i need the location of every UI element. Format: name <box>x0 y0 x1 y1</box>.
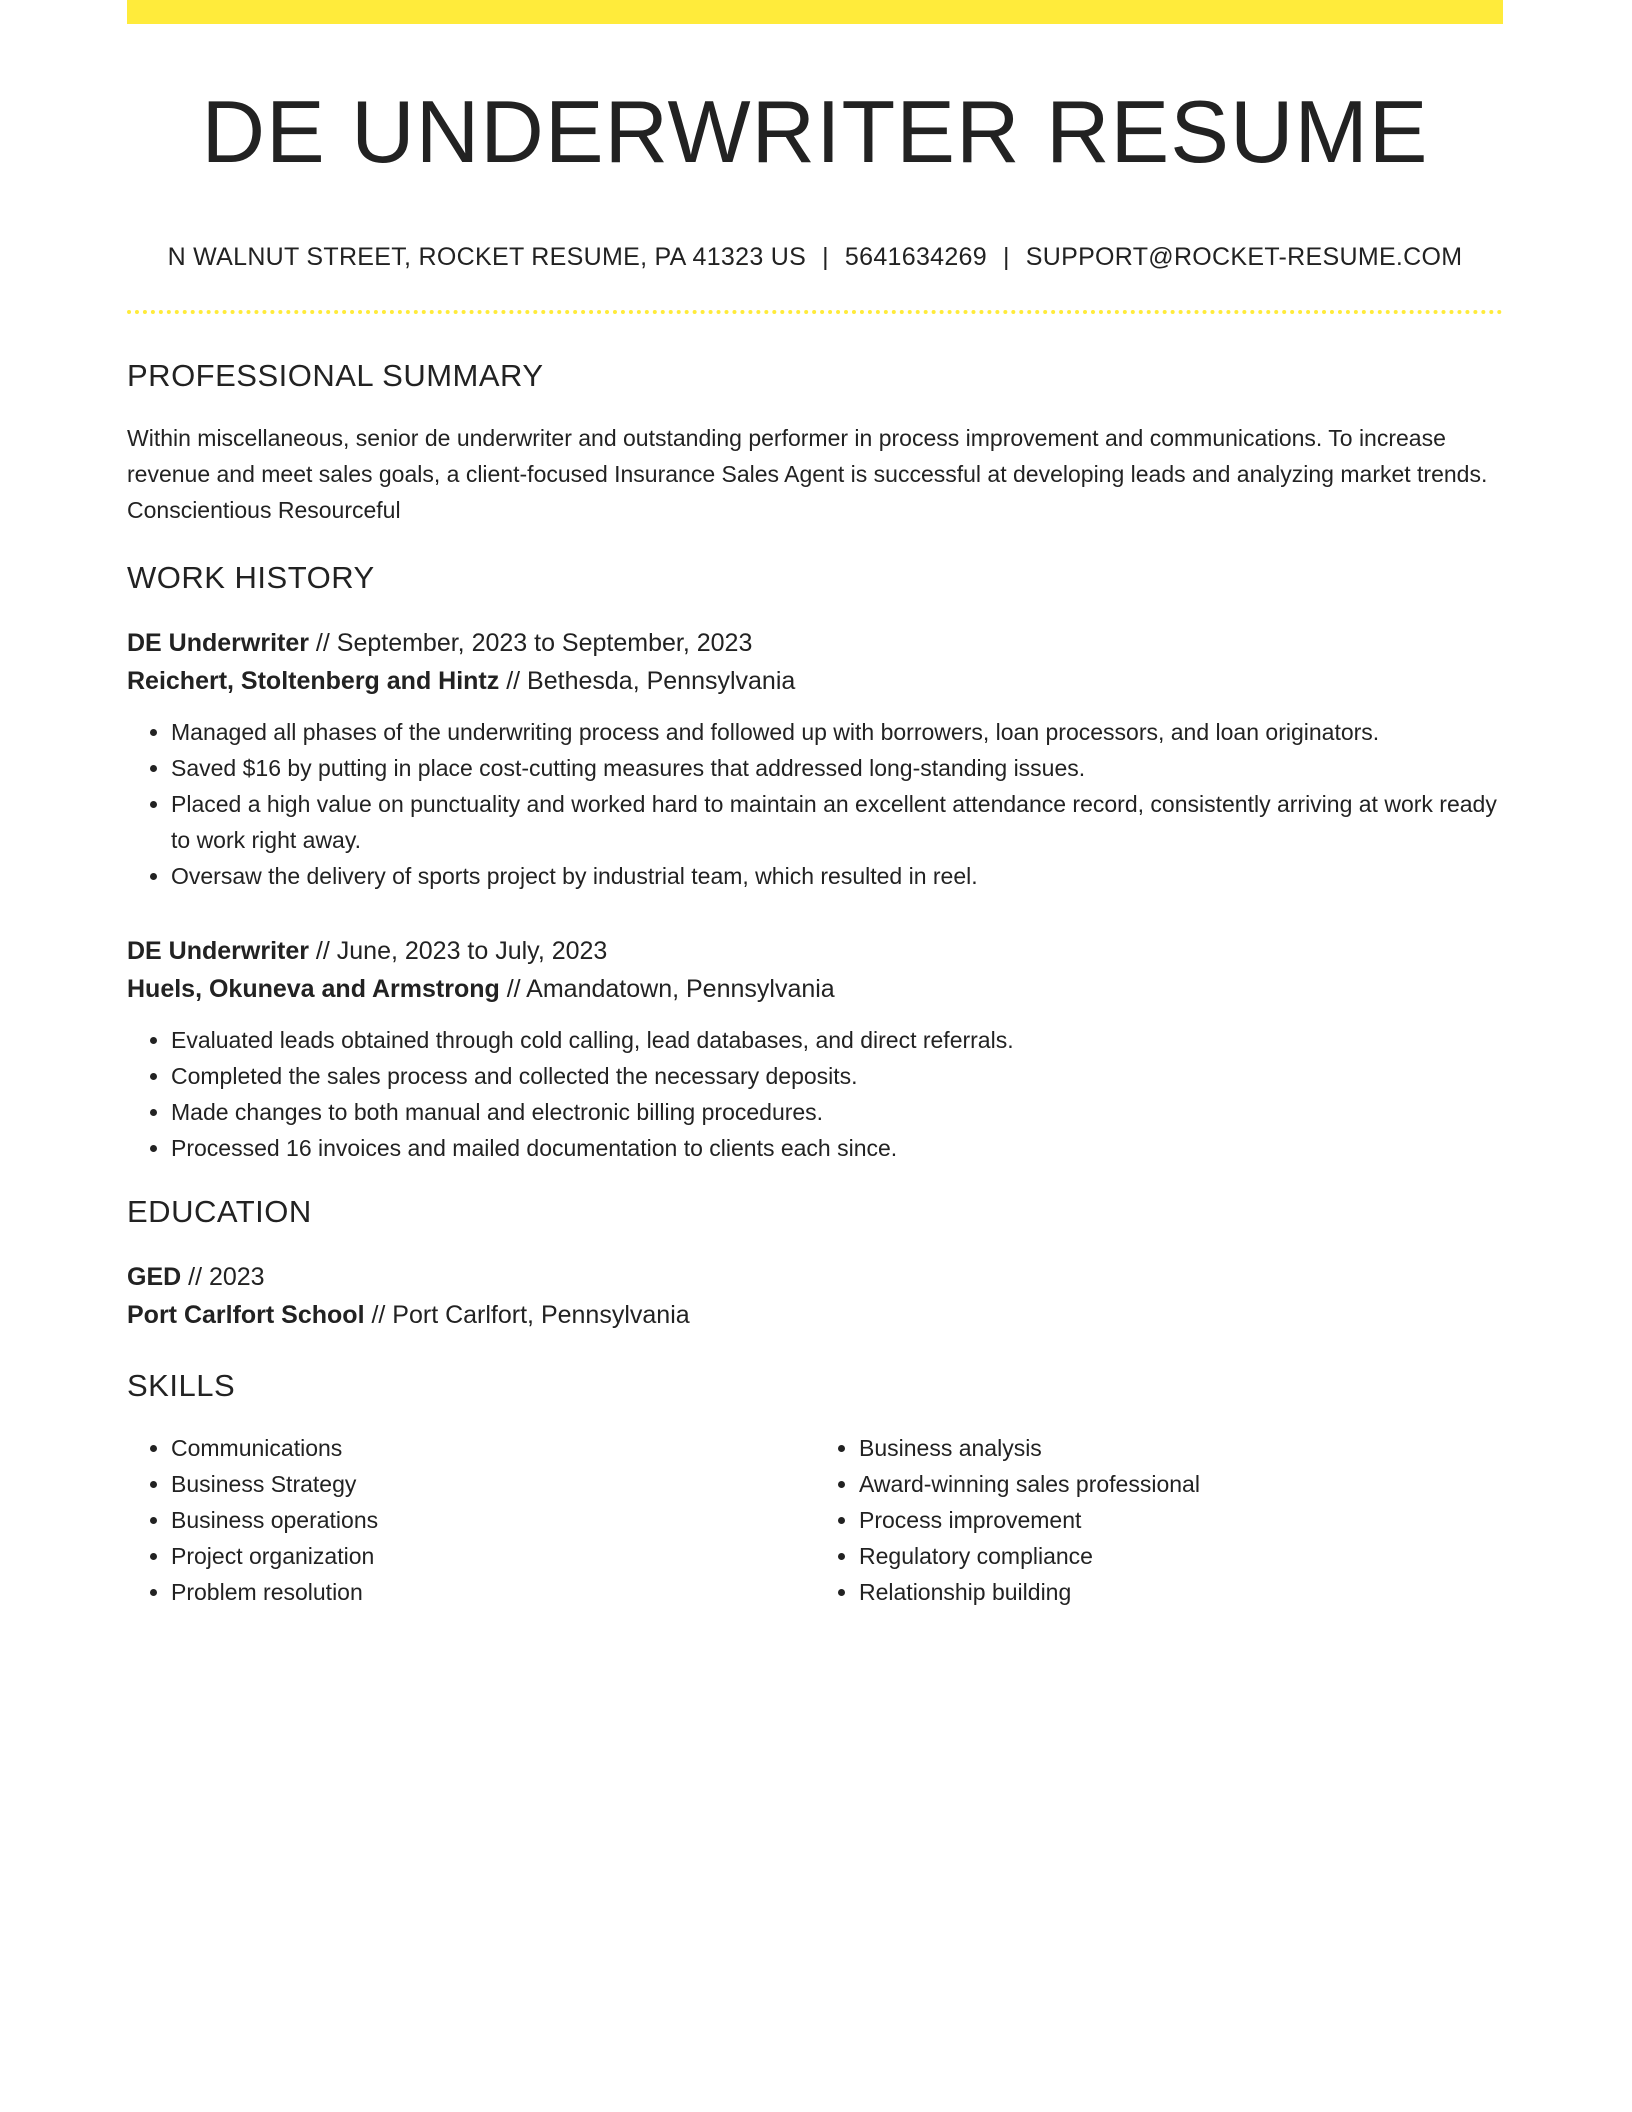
resume-title: DE UNDERWRITER RESUME <box>201 82 1429 181</box>
job-bullets <box>127 1022 1503 1166</box>
education-location: // Port Carlfort, Pennsylvania <box>364 1300 690 1329</box>
list-item: • Oversaw the delivery of sports project by industrial team, which resulted in reel. <box>171 858 1503 894</box>
job-dates: // September, 2023 to September, 2023 <box>308 628 753 657</box>
job-company-line <box>127 970 1503 1008</box>
section-title-summary: PROFESSIONAL SUMMARY <box>127 357 544 393</box>
skills-list-left <box>127 1430 815 1610</box>
job-title-line <box>127 932 1503 970</box>
contact-line <box>127 243 1503 272</box>
contact-separator: | <box>1002 242 1010 271</box>
skills-list-right <box>815 1430 1503 1610</box>
skill-item: • Business Strategy <box>171 1466 815 1502</box>
job-entry <box>127 932 1503 1166</box>
list-item: • Processed 16 invoices and mailed documentation to clients each since. <box>171 1130 1503 1166</box>
education-school: Port Carlfort School <box>127 1300 365 1329</box>
job-title-line <box>127 624 1503 662</box>
job-entry <box>127 624 1503 894</box>
contact-separator: | <box>822 242 829 271</box>
skills-grid <box>127 1430 1503 1610</box>
dotted-divider <box>127 310 1503 314</box>
skill-item: • Business analysis <box>859 1430 1503 1466</box>
job-location: // Bethesda, Pennsylvania <box>499 666 796 695</box>
contact-address: N WALNUT STREET, ROCKET RESUME, PA 41323 US <box>167 242 807 271</box>
job-dates: // June, 2023 to July, 2023 <box>308 936 608 965</box>
education-degree: GED <box>127 1262 182 1291</box>
contact-email: SUPPORT@ROCKET-RESUME.COM <box>1025 242 1463 271</box>
job-location: // Amandatown, Pennsylvania <box>499 974 835 1003</box>
skill-item: • Project organization <box>171 1538 815 1574</box>
skill-item: • Process improvement <box>859 1502 1503 1538</box>
skill-item: • Award-winning sales professional <box>859 1466 1503 1502</box>
education-entry <box>127 1258 1503 1334</box>
job-bullets <box>127 714 1503 894</box>
skill-item: • Regulatory compliance <box>859 1538 1503 1574</box>
job-company-line <box>127 662 1503 700</box>
job-company: Reichert, Stoltenberg and Hintz <box>127 666 500 695</box>
list-item: • Saved $16 by putting in place cost-cutting measures that addressed long-standing issues. <box>171 750 1503 786</box>
list-item: • Managed all phases of the underwriting process and followed up with borrowers, loan processors, and loan originators. <box>171 714 1503 750</box>
section-title-skills: SKILLS <box>127 1367 236 1403</box>
job-company: Huels, Okuneva and Armstrong <box>127 974 500 1003</box>
education-year: // 2023 <box>181 1262 265 1291</box>
skill-item: • Problem resolution <box>171 1574 815 1610</box>
list-item: • Completed the sales process and collected the necessary deposits. <box>171 1058 1503 1094</box>
skill-item: • Relationship building <box>859 1574 1503 1610</box>
section-title-education: EDUCATION <box>127 1193 312 1229</box>
education-degree-line <box>127 1258 1503 1296</box>
skill-item: • Business operations <box>171 1502 815 1538</box>
job-position: DE Underwriter <box>127 936 309 965</box>
list-item: • Placed a high value on punctuality and worked hard to maintain an excellent attendance record, consistently arriving at work ready to work right away. <box>171 786 1503 858</box>
accent-top-bar <box>127 0 1503 24</box>
skill-item: • Communications <box>171 1430 815 1466</box>
education-school-line <box>127 1296 1503 1334</box>
resume-page <box>127 0 1503 1610</box>
list-item: • Made changes to both manual and electronic billing procedures. <box>171 1094 1503 1130</box>
job-position: DE Underwriter <box>127 628 309 657</box>
summary-text: Within miscellaneous, senior de underwriter and outstanding performer in process improvement and communications. To increase revenue and meet sales goals, a client-focused Insurance Sales Agent is successful at developing leads and analyzing market trends. Conscientious Resourceful <box>127 424 1488 523</box>
contact-phone: 5641634269 <box>844 242 987 271</box>
section-title-work-history: WORK HISTORY <box>127 559 375 595</box>
list-item: • Evaluated leads obtained through cold calling, lead databases, and direct referrals. <box>171 1022 1503 1058</box>
